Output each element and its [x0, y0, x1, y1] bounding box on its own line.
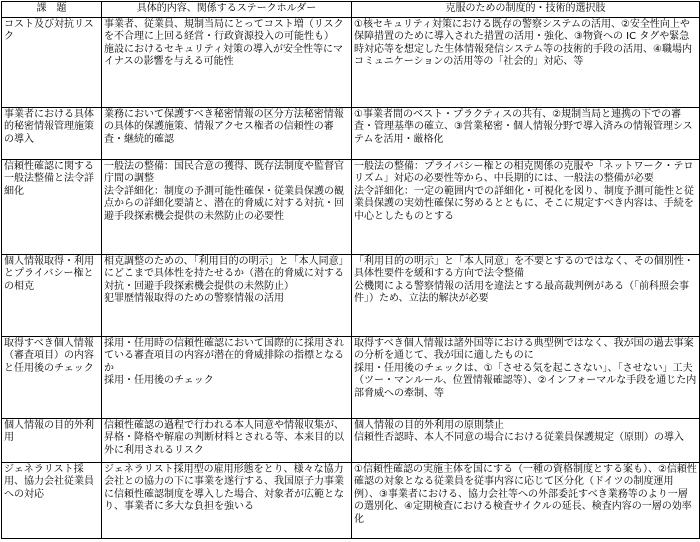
table-row	[2, 336, 700, 418]
issues-table	[1, 1, 700, 539]
issue-cell: 個人情報の目的外利用	[2, 418, 102, 462]
content-line: 一般法の整備：国民合意の獲得、既存法制度や監督官庁間の調整	[104, 160, 344, 185]
content-cell	[102, 159, 352, 254]
content-line: 法令詳細化：制度の予測可能性確保・従業員保護の観点からの詳細化要請と、潜在的脅威に対する対抗・回避手段探索機会提供の未然防止の必要性	[104, 185, 344, 222]
table-row	[2, 462, 700, 538]
content-cell	[102, 418, 352, 462]
options-line: 個人情報の目的外利用の原則禁止	[354, 419, 504, 431]
options-cell	[352, 418, 700, 462]
content-line: ジェネラリスト採用型の雇用形態をとり、様々な協力会社との協力の下に事業を遂行する、我国原子力事業に信頼性確認制度を導入した場合、対象者が広範となり、事業者に多大な負担を強いる	[104, 463, 344, 513]
table-row	[2, 17, 700, 107]
content-line: 採用・任用後のチェック	[104, 375, 214, 387]
content-line: 採用・任用時の信頼性確認において国際的に採用されている審査項目の内容が潜在的脅威排除の指標となるか	[104, 337, 344, 374]
header-row	[2, 2, 700, 18]
options-line: 一般法の整備：プライバシー権との相克関係の克服や「ネットワーク・テロリズム」対応の必要性等から、中長期的には、一般法の整備が必要	[354, 160, 694, 185]
options-line: 公機関による警察情報の活用を違法とする最高裁判例がある（「前科照会事件」）ため、立法的解決が必要	[354, 280, 689, 305]
table-row	[2, 418, 700, 462]
issue-cell: コスト及び対抗リスク	[2, 17, 102, 107]
table-row	[2, 107, 700, 159]
options-cell	[352, 254, 700, 336]
content-cell	[102, 336, 352, 418]
options-line: 採用・任用後のチェックは、①「させる気を起こさない」、「させない」工夫（ツー・マンルール、位置情報確認等）、②インフォーマルな手段を通じた内部脅威への牽制、等	[354, 362, 697, 399]
options-cell	[352, 336, 700, 418]
header-options: 克服のための制度的・技術的選択肢	[352, 2, 700, 18]
table-row	[2, 254, 700, 336]
options-cell	[352, 159, 700, 254]
content-line: 施設におけるセキュリティ対策の導入が安全性等にマイナスの影響を与える可能性	[104, 43, 343, 68]
options-line: 取得すべき個人情報は諸外国等における典型例ではなく、我が国の過去事案の分析を通じて、我が国に適したものに	[354, 337, 694, 362]
content-line: 業務において保護すべき秘密情報の区分方法秘密情報の具体的保護施策、情報アクセス権者の信頼性の審査・継続的確認	[104, 108, 344, 145]
options-line: 法令詳細化：一定の範囲内での詳細化・可視化を図り、制度予測可能性と従業員保護の実効性確保に努めるとともに、そこに規定すべき内容は、手続を中心としたものとする	[354, 185, 694, 222]
issue-cell: 取得すべき個人情報（審査項目）の内容と任用後のチェック	[2, 336, 102, 418]
options-cell	[352, 107, 700, 159]
content-line: 犯罪歴情報取得のための警察情報の活用	[104, 293, 284, 305]
content-line: 信頼性確認の過程で行われる本人同意や情報収集が、昇格・降格や解雇の判断材料とされる等、本来目的以外に利用されるリスク	[104, 419, 344, 456]
header-issue: 課 題	[2, 2, 102, 18]
content-line: 事業者、従業員、規制当局にとってコスト増（リスクを不合理に上回る経営・行政資源投入の可能性も）	[104, 18, 344, 43]
content-cell	[102, 462, 352, 538]
content-cell	[102, 17, 352, 107]
options-cell	[352, 17, 700, 107]
options-line: 「利用目的の明示」と「本人同意」を不要とするのではなく、その個別性・具体性要件を緩和する方向で法令整備	[354, 255, 694, 280]
issue-cell: 個人情報取得・利用とプライバシー権との相克	[2, 254, 102, 336]
header-content: 具体的内容、関係するステークホルダー	[102, 2, 352, 18]
content-cell	[102, 254, 352, 336]
content-line: 相克調整のための、「利用目的の明示」と「本人同意」にどこまで具体性を持たせるか（潜在的脅威に対する対抗・回避手段探索機会提供の未然防止）	[104, 255, 349, 292]
issue-cell: 事業者における具体的秘密情報管理施策の導入	[2, 107, 102, 159]
options-line: ①信頼性確認の実施主体を国にする（一種の資格制度とする案も）、②信頼性確認の対象となる従業員を従事内容に応じて区分化（ドイツの制度運用例）、③事業者における、協力会社等への外部委託すべき業務等のより一層の選別化、④定期検査における検査サイクルの延長、検査内容の一層の効率化	[354, 463, 697, 525]
content-cell	[102, 107, 352, 159]
options-cell	[352, 462, 700, 538]
options-line: 信頼性否認時、本人不同意の場合における従業員保護規定（原則）の導入	[354, 432, 684, 444]
options-line: ①核セキュリティ対策における既存の警察システムの活用、②安全性向上や保障措置のために導入された措置の活用・強化、③物資への IC タグや緊急時対応等を想定した生体情報発信システム等の技術的手段の活用、④職場内コミュニケーションの活用等の「社会的」対応、等	[354, 18, 692, 68]
issue-cell: 信頼性確認に関する一般法整備と法令詳細化	[2, 159, 102, 254]
issue-cell: ジェネラリスト採用、協力会社従業員への対応	[2, 462, 102, 538]
table-row	[2, 159, 700, 254]
options-line: ①事業者間のベスト・プラクティスの共有、②規制当局と連携の下での審査・管理基準の確立、③営業秘密・個人情報分野で導入済みの情報管理システムを活用・厳格化	[354, 108, 693, 145]
